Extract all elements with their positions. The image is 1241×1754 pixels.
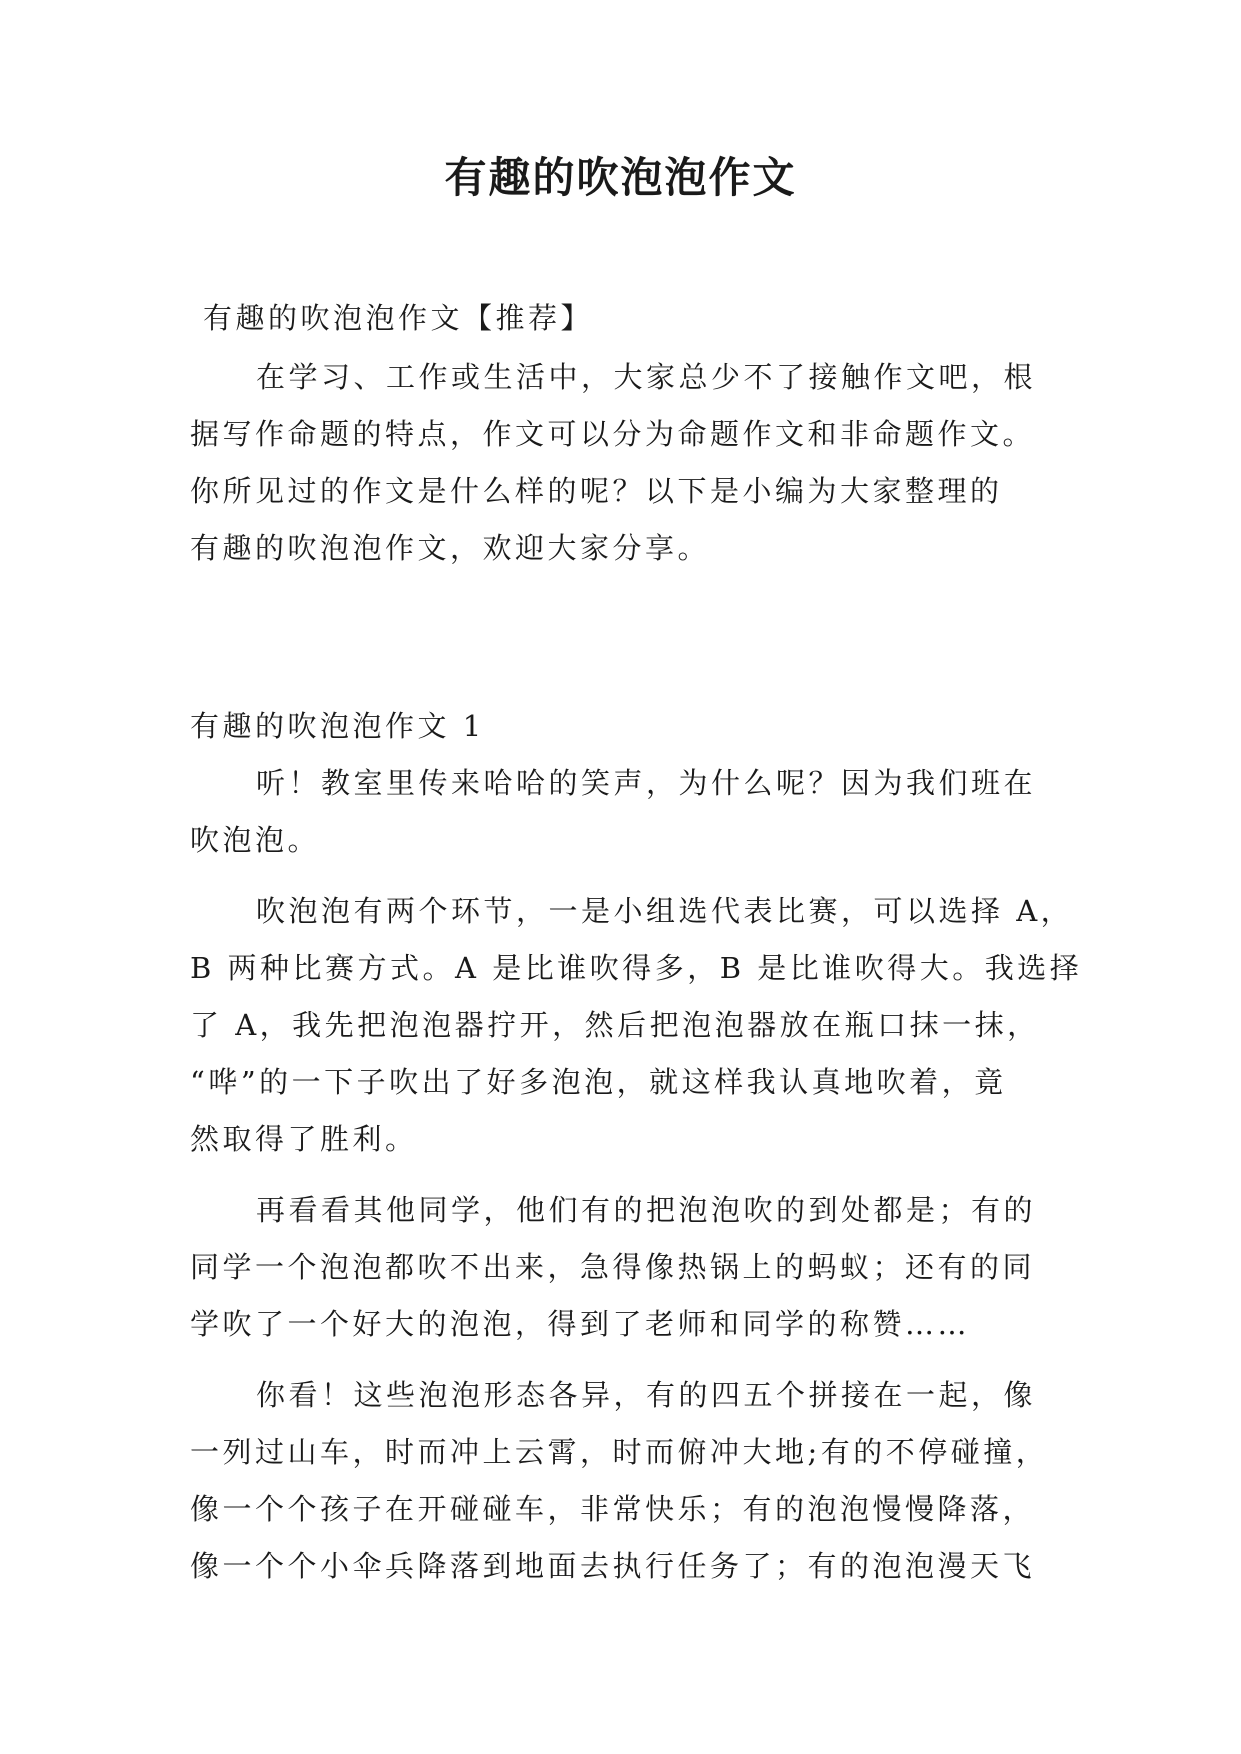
intro-line: 有趣的吹泡泡作文，欢迎大家分享。 bbox=[190, 531, 711, 565]
paragraph-line: 听！教室里传来哈哈的笑声，为什么呢？因为我们班在 bbox=[256, 766, 1037, 800]
intro-line: 你所见过的作文是什么样的呢？以下是小编为大家整理的 bbox=[190, 474, 1003, 508]
paragraph-line: 学吹了一个好大的泡泡，得到了老师和同学的称赞…… bbox=[190, 1307, 971, 1341]
page-title: 有趣的吹泡泡作文 bbox=[444, 153, 797, 202]
paragraph-line: 同学一个泡泡都吹不出来，急得像热锅上的蚂蚁；还有的同 bbox=[190, 1250, 1036, 1284]
intro-line: 据写作命题的特点，作文可以分为命题作文和非命题作文。 bbox=[190, 417, 1036, 451]
paragraph-line: 像一个个孩子在开碰碰车，非常快乐；有的泡泡慢慢降落， bbox=[190, 1492, 1036, 1526]
paragraph-line: 然取得了胜利。 bbox=[190, 1122, 418, 1156]
paragraph-line: “哗”的一下子吹出了好多泡泡，就这样我认真地吹着，竟 bbox=[190, 1065, 1007, 1099]
section-heading: 有趣的吹泡泡作文 1 bbox=[190, 709, 485, 743]
document-subtitle: 有趣的吹泡泡作文【推荐】 bbox=[203, 301, 594, 335]
paragraph-line: 一列过山车，时而冲上云霄，时而俯冲大地;有的不停碰撞， bbox=[190, 1435, 1049, 1469]
paragraph-line: B 两种比赛方式。A 是比谁吹得多，B 是比谁吹得大。我选择 bbox=[190, 951, 1083, 985]
paragraph-line: 你看！这些泡泡形态各异，有的四五个拼接在一起，像 bbox=[256, 1378, 1037, 1412]
paragraph-line: 再看看其他同学，他们有的把泡泡吹的到处都是；有的 bbox=[256, 1193, 1037, 1227]
intro-line: 在学习、工作或生活中，大家总少不了接触作文吧，根 bbox=[256, 360, 1037, 394]
paragraph-line: 吹泡泡有两个环节，一是小组选代表比赛，可以选择 A， bbox=[256, 894, 1074, 928]
paragraph-line: 吹泡泡。 bbox=[190, 823, 321, 857]
paragraph-line: 了 A，我先把泡泡器拧开，然后把泡泡器放在瓶口抹一抹， bbox=[190, 1008, 1040, 1042]
paragraph-line: 像一个个小伞兵降落到地面去执行任务了；有的泡泡漫天飞 bbox=[190, 1549, 1036, 1583]
